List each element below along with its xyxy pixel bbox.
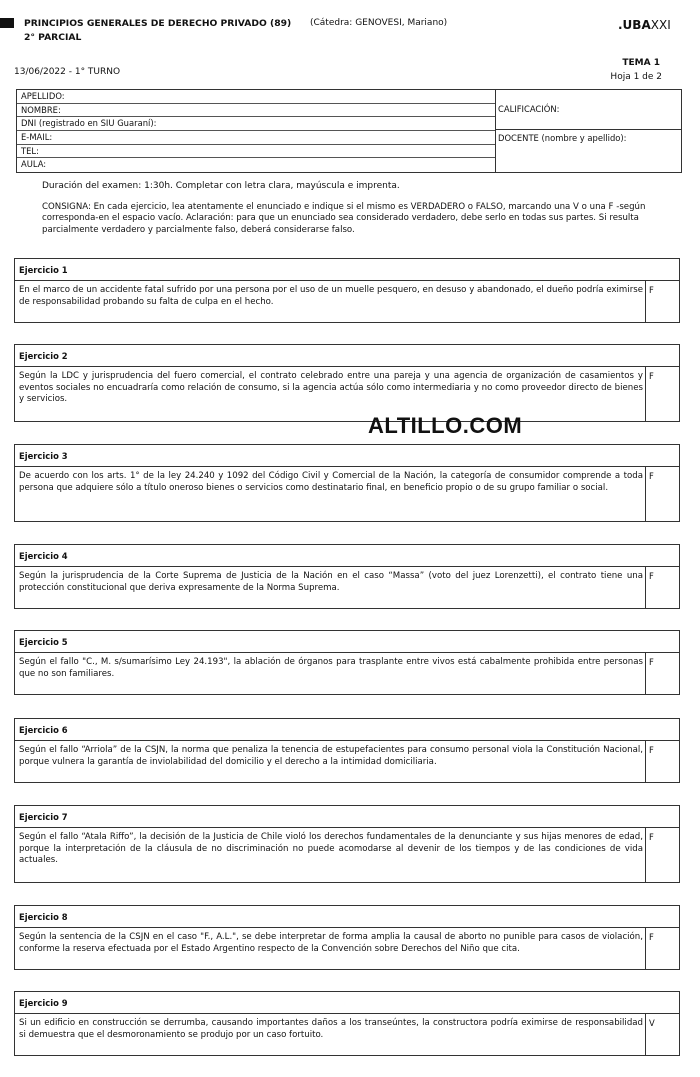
ejercicio-4 (14, 544, 680, 609)
field-tel[interactable]: TEL: (17, 145, 495, 159)
exam-duration: Duración del examen: 1:30h. Completar con letra clara, mayúscula e imprenta. (42, 181, 400, 191)
header-black-mark (0, 18, 14, 28)
ejercicio-5 (14, 630, 680, 695)
ejercicio-title: Ejercicio 2 (15, 345, 679, 367)
student-fields (17, 90, 496, 172)
ejercicio-9 (14, 991, 680, 1056)
course-title: PRINCIPIOS GENERALES DE DERECHO PRIVADO (89) (24, 18, 292, 29)
grading-panel (495, 90, 681, 172)
tema-label: TEMA 1 (622, 58, 660, 68)
answer-box[interactable]: F (645, 567, 679, 608)
answer-box[interactable]: F (645, 467, 679, 521)
ejercicio-text: Según el fallo “Atala Riffo”, la decisión de la Justicia de Chile violó los derechos fundamentales de la denunciante y sus hijas menores de edad, porque la interpretación de la cláusula de no discriminación no puede acomodarse al devenir de los tiempos y de las condiciones de vida actuales. (19, 832, 643, 865)
uba-xxi-logo (618, 18, 671, 32)
field-dni[interactable]: DNI (registrado en SIU Guaraní): (17, 117, 495, 131)
page-count: Hoja 1 de 2 (610, 72, 662, 82)
ejercicio-title: Ejercicio 8 (15, 906, 679, 928)
calificacion-field[interactable]: CALIFICACIÓN: (495, 90, 681, 130)
answer-box[interactable]: F (645, 741, 679, 782)
ejercicio-text: Según la LDC y jurisprudencia del fuero comercial, el contrato celebrado entre una pareja y una agencia de organización de casamientos y eventos sociales no encuadraría como relación de consumo, si la agencia actúa sólo como intermediaria y no como proveedor directo de bienes y servicios. (19, 371, 643, 404)
ejercicio-3 (14, 444, 680, 522)
ejercicio-title: Ejercicio 5 (15, 631, 679, 653)
ejercicio-7 (14, 805, 680, 883)
ejercicio-title: Ejercicio 3 (15, 445, 679, 467)
field-apellido[interactable]: APELLIDO: (17, 90, 495, 104)
ejercicio-text: En el marco de un accidente fatal sufrido por una persona por el uso de un muelle pesquero, en desuso y abandonado, el dueño podría eximirse de responsabilidad probando su falta de culpa en el hecho. (19, 285, 643, 307)
ejercicio-2 (14, 344, 680, 422)
field-nombre[interactable]: NOMBRE: (17, 104, 495, 118)
exam-date: 13/06/2022 - 1° TURNO (14, 67, 121, 77)
logo-bold: .UBA (618, 18, 651, 32)
altillo-watermark: ALTILLO.COM (368, 413, 523, 438)
ejercicio-1 (14, 258, 680, 323)
answer-box[interactable]: F (645, 367, 679, 421)
ejercicio-text: Según el fallo "C., M. s/sumarísimo Ley 24.193", la ablación de órganos para trasplante entre vivos está cabalmente prohibida entre personas que no son familiares. (19, 657, 643, 679)
ejercicio-text: De acuerdo con los arts. 1° de la ley 24.240 y 1092 del Código Civil y Comercial de la Nación, la categoría de consumidor comprende a toda persona que adquiere sólo a título oneroso bienes o servicios como destinatario final, en beneficio propio o de su grupo familiar o social. (19, 471, 643, 493)
ejercicio-title: Ejercicio 6 (15, 719, 679, 741)
field-email[interactable]: E-MAIL: (17, 131, 495, 145)
ejercicio-text: Según la jurisprudencia de la Corte Suprema de Justicia de la Nación en el caso “Massa” (voto del juez Lorenzetti), el contrato tiene una protección constitucional que deriva expresamente de la Norma Suprema. (19, 571, 643, 593)
student-info-table (16, 89, 682, 173)
answer-box[interactable]: F (645, 653, 679, 694)
answer-box[interactable]: F (645, 928, 679, 969)
ejercicio-title: Ejercicio 1 (15, 259, 679, 281)
ejercicio-8 (14, 905, 680, 970)
ejercicio-text: Según la sentencia de la CSJN en el caso "F., A.L.", se debe interpretar de forma amplia la causal de aborto no punible para casos de violación, conforme la reserva efectuada por el Estado Argentino respecto de la Convención sobre Derechos del Niño que cita. (19, 932, 643, 954)
ejercicio-title: Ejercicio 7 (15, 806, 679, 828)
ejercicio-title: Ejercicio 9 (15, 992, 679, 1014)
ejercicio-text: Si un edificio en construcción se derrumba, causando importantes daños a los transeúntes, la constructora podría eximirse de responsabilidad si demuestra que el desmoronamiento se produjo por un caso fortuito. (19, 1018, 643, 1040)
logo-light: XXI (650, 18, 671, 32)
answer-box[interactable]: F (645, 281, 679, 322)
ejercicio-title: Ejercicio 4 (15, 545, 679, 567)
answer-box[interactable]: V (645, 1014, 679, 1055)
answer-box[interactable]: F (645, 828, 679, 882)
ejercicio-text: Según el fallo “Arriola” de la CSJN, la norma que penaliza la tenencia de estupefacientes para consumo personal viola la Constitución Nacional, porque vulnera la garantía de inviolabilidad del domicilio y el derecho a la intimidad domiciliaria. (19, 745, 643, 767)
ejercicio-6 (14, 718, 680, 783)
exam-type: 2° PARCIAL (24, 32, 82, 43)
docente-field[interactable]: DOCENTE (nombre y apellido): (498, 133, 627, 143)
catedra-label: (Cátedra: GENOVESI, Mariano) (310, 18, 448, 28)
field-aula[interactable]: AULA: (21, 159, 47, 170)
exam-instructions: CONSIGNA: En cada ejercicio, lea atentamente el enunciado e indique si el mismo es VERDADERO o FALSO, marcando una V o una F -según corresponda-en el espacio vacío. Aclaración: para que un enunciado sea considerado verdadero, debe serlo en todas sus partes. Si resulta parcialmente verdadero y parcialmente falso, deberá considerarse falso. (42, 202, 646, 235)
